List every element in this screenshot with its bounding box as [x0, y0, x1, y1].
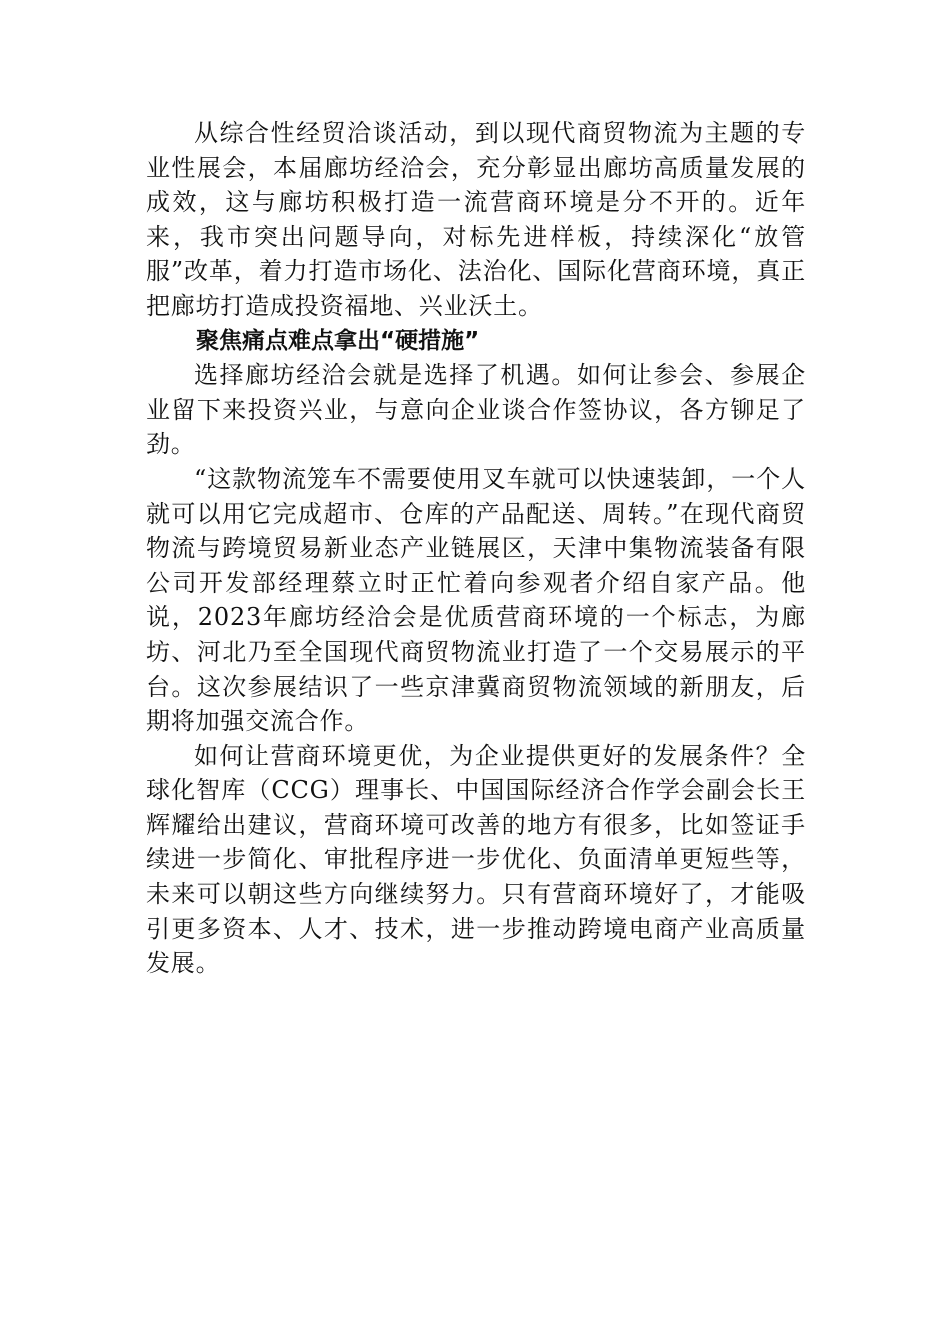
paragraph-1: 从综合性经贸洽谈活动，到以现代商贸物流为主题的专业性展会，本届廊坊经洽会，充分彰显出廊坊高质量发展的成效，这与廊坊积极打造一流营商环境是分不开的。近年来，我市突出问题导向，对标先进样板，持续深化“放管服”改革，着力打造市场化、法治化、国际化营商环境，真正把廊坊打造成投资福地、兴业沃土。: [146, 119, 806, 320]
article-body: [146, 116, 806, 981]
paragraph-2: 选择廊坊经洽会就是选择了机遇。如何让参会、参展企业留下来投资兴业，与意向企业谈合作签协议，各方铆足了劲。: [146, 361, 806, 459]
paragraph-3: “这款物流笼车不需要使用叉车就可以快速装卸，一个人就可以用它完成超市、仓库的产品配送、周转。”在现代商贸物流与跨境贸易新业态产业链展区，天津中集物流装备有限公司开发部经理蔡立时正忙着向参观者介绍自家产品。他说，2023年廊坊经洽会是优质营商环境的一个标志，为廊坊、河北乃至全国现代商贸物流业打造了一个交易展示的平台。这次参展结识了一些京津冀商贸物流领域的新朋友，后期将加强交流合作。: [146, 464, 806, 736]
section-heading: 聚焦痛点难点拿出“硬措施”: [196, 327, 480, 354]
paragraph-4: 如何让营商环境更优，为企业提供更好的发展条件？全球化智库（CCG）理事长、中国国际经济合作学会副会长王辉耀给出建议，营商环境可改善的地方有很多，比如签证手续进一步简化、审批程序进一步优化、负面清单更短些等，未来可以朝这些方向继续努力。只有营商环境好了，才能吸引更多资本、人才、技术，进一步推动跨境电商产业高质量发展。: [146, 741, 806, 978]
